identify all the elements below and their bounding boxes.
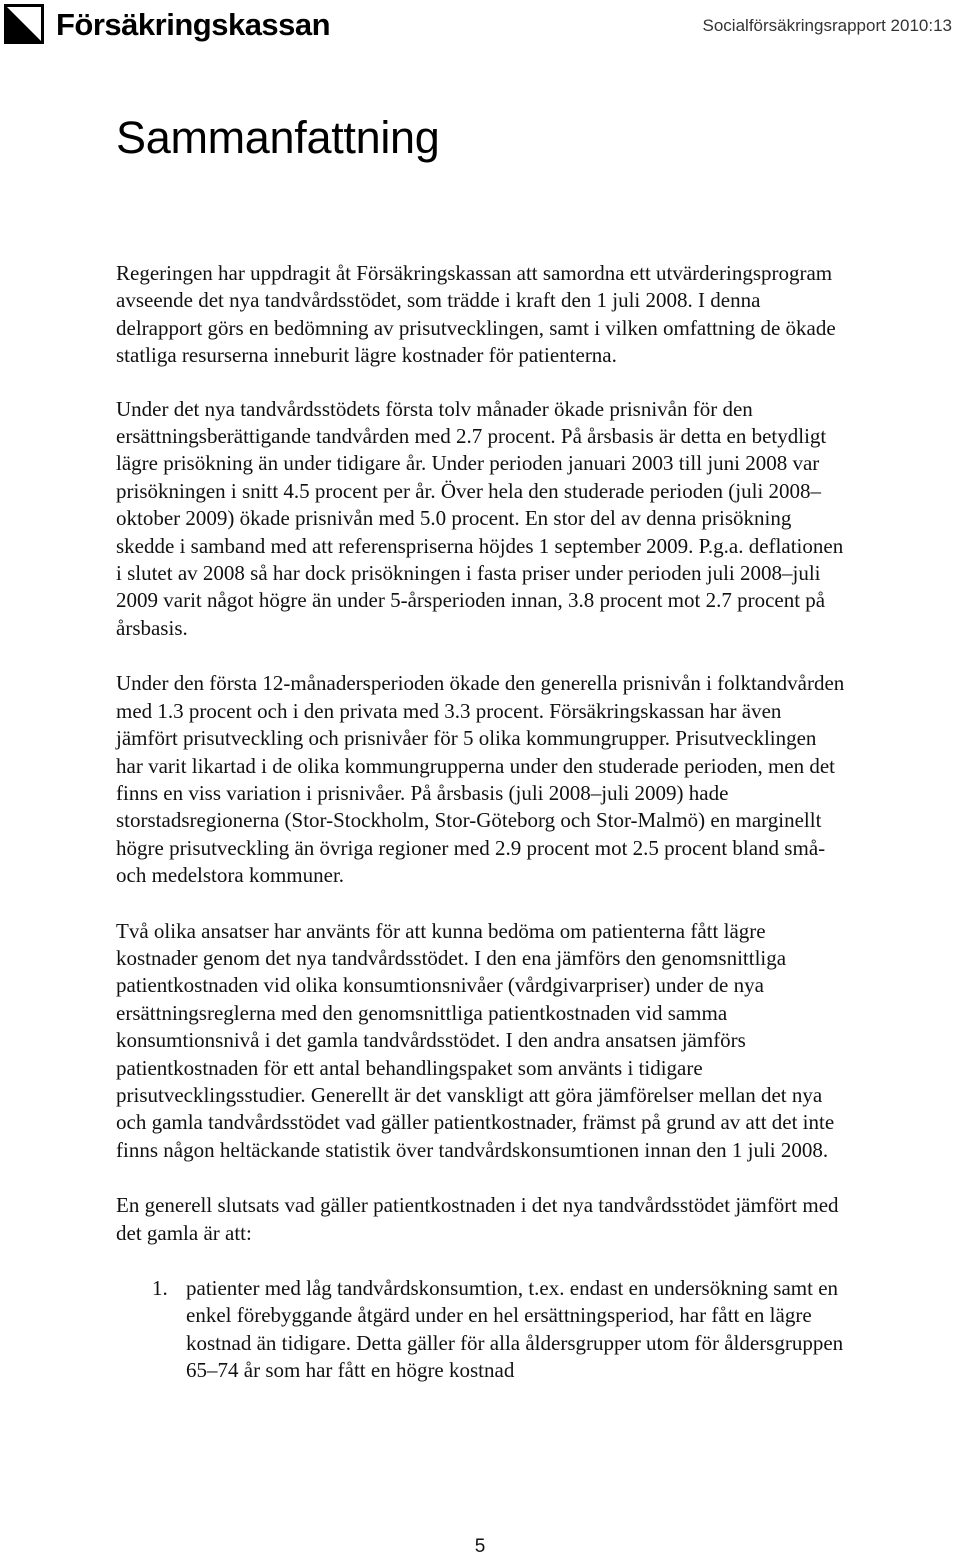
page-header bbox=[0, 0, 960, 60]
logo bbox=[4, 2, 330, 46]
body-text bbox=[116, 260, 848, 1385]
list-item-number: 1. bbox=[152, 1276, 168, 1300]
numbered-list bbox=[116, 1275, 848, 1385]
report-id: Socialförsäkringsrapport 2010:13 bbox=[702, 16, 952, 35]
page-number: 5 bbox=[474, 1536, 486, 1557]
list-item-text: patienter med låg tandvårdskonsumtion, t.ex. endast en undersökning samt en enkel förebyggande åtgärd under en hel ersättningsperiod, har fått en lägre kostnad än tidigare. Detta gäller för alla åldersgrupper utom för åldersgruppen 65–74 år som har fått en högre kostnad bbox=[186, 1276, 844, 1383]
paragraph: En generell slutsats vad gäller patientkostnaden i det nya tandvårdsstödet jämfört med det gamla är att: bbox=[116, 1193, 839, 1245]
paragraph: Under det nya tandvårdsstödets första tolv månader ökade prisnivån för den ersättningsberättigande tandvården med 2.7 procent. På årsbasis är detta en betydligt lägre prisökning än under tidigare år. Under perioden januari 2003 till juni 2008 var prisökningen i snitt 4.5 procent per år. Över hela den studerade perioden (juli 2008–oktober 2009) ökade prisnivån med 5.0 procent. En stor del av denna prisökning skedde i samband med att referenspriserna höjdes 1 september 2009. P.g.a. deflationen i slutet av 2008 så har dock prisökningen i fasta priser under perioden juli 2008–juli 2009 varit något högre än under 5-årsperioden innan, 3.8 procent mot 2.7 procent på årsbasis. bbox=[116, 396, 844, 640]
logo-text: Försäkringskassan bbox=[56, 6, 331, 42]
paragraph: Regeringen har uppdragit åt Försäkringskassan att samordna ett utvärderingsprogram avseende det nya tandvårdsstödet, som trädde i kraft den 1 juli 2008. I denna delrapport görs en bedömning av prisutvecklingen, samt i vilken omfattning de ökade statliga resurserna inneburit lägre kostnader för patienterna. bbox=[116, 261, 836, 368]
paragraph: Två olika ansatser har använts för att kunna bedöma om patienterna fått lägre kostnader genom det nya tandvårdsstödet. I den ena jämförs den genomsnittliga patientkostnaden vid olika konsumtionsnivåer (vårdgivarpriser) under de nya ersättningsreglerna med den genomsnittliga patientkostnaden vid samma konsumtionsnivå i det gamla tandvårdsstödet. I den andra ansatsen jämförs patientkostnaden för ett antal behandlingspaket som använts i tidigare prisutvecklingsstudier. Generellt är det vanskligt att göra jämförelser mellan det nya och gamla tandvårdsstödet vad gäller patientkostnader, främst på grund av att det inte finns någon heltäckande statistik över tandvårdskonsumtionen innan den 1 juli 2008. bbox=[116, 918, 835, 1162]
paragraph: Under den första 12-månadersperioden ökade den generella prisnivån i folktandvården med 1.3 procent och i den privata med 3.3 procent. Försäkringskassan har även jämfört prisutveckling och prisnivåer för 5 olika kommungrupper. Prisutvecklingen har varit likartad i de olika kommungrupperna under den studerade perioden, men det finns en viss variation i prisnivåer. På årsbasis (juli 2008–juli 2009) hade storstadsregionerna (Stor-Stockholm, Stor-Göteborg och Stor-Malmö) en marginellt högre prisutveckling än övriga regioner med 2.9 procent mot 2.5 procent bland små- och medelstora kommuner. bbox=[116, 671, 845, 888]
list-item bbox=[116, 1275, 848, 1385]
logo-icon bbox=[4, 4, 44, 44]
page-title: Sammanfattning bbox=[116, 112, 440, 163]
